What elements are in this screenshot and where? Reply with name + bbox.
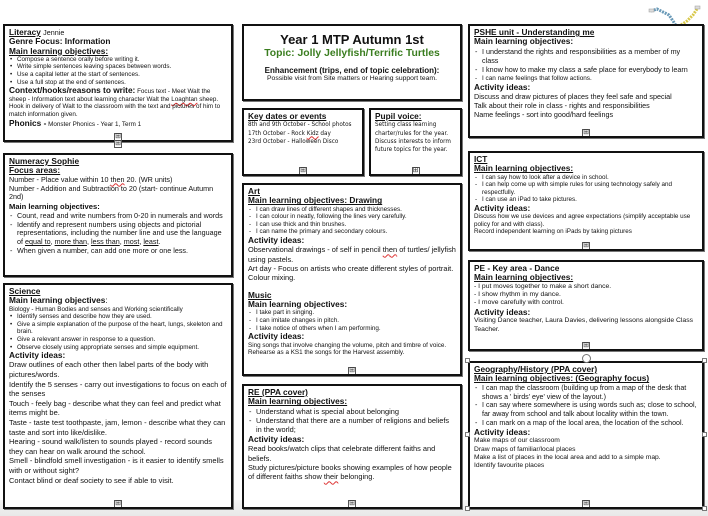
- re-objectives-list: [248, 407, 456, 435]
- activity-text: belonging.: [338, 472, 375, 482]
- event-item: 23rd October - Halloween Disco: [248, 138, 339, 145]
- science-title: Science: [9, 286, 41, 296]
- list-item: - I take notice of others when I am performing.: [248, 325, 456, 333]
- key-dates-panel[interactable]: [242, 108, 364, 176]
- list-item: - Understand that there are a number of religions and beliefs in the world;: [248, 416, 456, 435]
- list-item: - I can map the classroom (building up from a map of the desk that shows a ' birds' eye' view of the layout.): [474, 384, 698, 402]
- expand-icon[interactable]: ⊞: [349, 500, 355, 507]
- term: equal to: [25, 237, 51, 247]
- spelling-flag: then: [382, 245, 398, 255]
- activity-item: [248, 463, 456, 482]
- list-item: • Use a capital letter at the start of sentences.: [9, 71, 227, 79]
- term: less than: [90, 237, 120, 247]
- pe-title: PE - Key area - Dance: [474, 263, 560, 273]
- list-item: - I move carefully with control.: [474, 299, 564, 307]
- music-activity-label: Activity ideas:: [248, 331, 305, 342]
- context-text: sheep. Hook in delivery of Walt to the classroom with the text and pictures of him to match information given.: [9, 95, 221, 119]
- list-item: - I can mark on a map of the local area, the location of the school.: [474, 419, 698, 428]
- spelling-flag: then: [110, 174, 125, 184]
- voice-item: Discuss interests to inform future topics for the year.: [375, 138, 451, 153]
- science-topic: Biology - Human Bodies and senses and Working scientifically: [9, 305, 183, 313]
- geography-activities: [474, 437, 698, 470]
- list-item: - I can help come up with simple rules for using technology safely and respectfully.: [474, 181, 698, 196]
- re-objectives-label: Main learning objectives:: [248, 396, 348, 407]
- science-activities: [9, 360, 227, 485]
- list-item: - I know how to make my class a safe place for everybody to learn: [474, 65, 698, 74]
- art-title: Art: [248, 186, 260, 196]
- objectives-label: Main learning objectives: [9, 295, 106, 306]
- spelling-flag: their: [323, 472, 339, 482]
- geography-objectives-label: Main learning objectives: (Geography focus): [474, 373, 650, 384]
- resize-handle-mr[interactable]: [702, 432, 707, 437]
- literacy-panel[interactable]: [3, 24, 233, 142]
- pe-activity: Visiting Dance teacher, Laura Davies, delivering lessons alongside Class Teacher.: [474, 317, 694, 333]
- expand-icon[interactable]: ⊞: [583, 342, 589, 349]
- resize-handle-bl[interactable]: [465, 506, 470, 511]
- re-title: RE (PPA cover): [248, 387, 308, 397]
- pshe-activities: [474, 92, 698, 119]
- activity-item: Hearing - sound walk/listen to sounds played - record sounds they can hear on walk around the school.: [9, 437, 213, 456]
- list-item: - I can name feelings that follow actions.: [474, 74, 698, 83]
- science-objectives-heading: Main learning objectives:: [9, 295, 108, 306]
- list-item: - Identify and represent numbers using objects and pictorial representations, including the number line and use the language of equal to, more than, less than, most, least.: [9, 221, 227, 248]
- event-text: 17th October - Rock: [248, 130, 307, 137]
- re-activities: [248, 444, 456, 482]
- literacy-objectives-label: Main learning objectives:: [9, 45, 109, 56]
- focus-text: Number - Place value within 10: [9, 174, 111, 184]
- literacy-genre: Genre Focus: Information: [9, 36, 111, 47]
- activity-item: Draw maps of familiar/local places: [474, 445, 576, 453]
- literacy-teacher: Jennie: [43, 28, 65, 37]
- science-panel[interactable]: [3, 283, 233, 509]
- geography-activity-label: Activity ideas:: [474, 427, 531, 438]
- activity-item: Taste - taste test toothpaste, jam, lemon - describe what they can taste and sort into like/dislike.: [9, 418, 226, 437]
- voice-item: Setting class learning charter/rules for the year.: [375, 122, 449, 137]
- list-item: - I take part in singing.: [248, 309, 456, 317]
- activity-item: [248, 245, 456, 264]
- pshe-activity-label: Activity ideas:: [474, 81, 531, 92]
- music-objectives-label: Main learning objectives:: [248, 299, 348, 310]
- term: more than: [54, 237, 87, 247]
- resize-handle-br[interactable]: [702, 506, 707, 511]
- spelling-flag: Loaghtan: [171, 95, 198, 103]
- activity-item: Identify favourite places: [474, 462, 545, 470]
- expand-icon[interactable]: ⊞: [583, 500, 589, 507]
- music-title: Music: [248, 289, 272, 300]
- expand-icon[interactable]: ⊞: [583, 129, 589, 136]
- list-item: • Write simple sentences leaving spaces between words.: [9, 63, 227, 71]
- pe-objectives-list: [474, 283, 698, 308]
- list-item: - Count, read and write numbers from 0-20 in numerals and words: [9, 212, 227, 221]
- numeracy-objectives-list: [9, 212, 227, 257]
- topic-title: Topic: Jolly Jellyfish/Terrific Turtles: [264, 48, 440, 59]
- expand-icon[interactable]: ⊞: [115, 133, 121, 140]
- re-activity-label: Activity ideas:: [248, 433, 305, 444]
- event-item: 8th and 9th October - School photos: [248, 122, 352, 129]
- expand-icon[interactable]: ⊞: [300, 167, 306, 174]
- art-activity-label: Activity ideas:: [248, 234, 305, 245]
- ict-objectives-list: [474, 174, 698, 204]
- pshe-objectives-list: [474, 47, 698, 83]
- activity-text: of turtles/ jellyfish using pastels.: [248, 245, 456, 264]
- ict-activities: [474, 213, 698, 236]
- activity-text: Study pictures/picture books showing examples of how people of different faiths show: [248, 462, 452, 482]
- list-item: - I can colour in neatly, following the lines very carefully.: [248, 213, 456, 221]
- activity-item: Art day - Focus on artists who create different styles of portrait. Colour mixing.: [248, 264, 454, 283]
- activity-item: Make maps of our classroom: [474, 437, 560, 445]
- activity-item: Read books/watch clips that celebrate different faiths and beliefs.: [248, 444, 436, 463]
- list-item: - When given a number, can add one more or one less.: [9, 247, 227, 256]
- re-panel[interactable]: [242, 384, 462, 509]
- art-activities: [248, 245, 456, 283]
- ict-panel[interactable]: [468, 151, 704, 251]
- list-item: - Understand what is special about belonging: [248, 407, 456, 416]
- expand-icon[interactable]: ⊞: [349, 367, 355, 374]
- ict-title: ICT: [474, 154, 488, 164]
- activity-item: Identify the 5 senses - carry out investigations to focus on each of the senses: [9, 379, 227, 399]
- activity-item: Discuss and draw pictures of places they feel safe and special: [474, 91, 672, 101]
- term: least: [143, 237, 159, 247]
- pupil-voice-panel[interactable]: [369, 108, 462, 176]
- enhancement-label: Enhancement (trips, end of topic celebration):: [264, 66, 440, 75]
- literacy-context: [9, 86, 227, 118]
- expand-icon[interactable]: ⊞: [583, 242, 589, 249]
- pupil-voice-title: Pupil voice:: [375, 111, 422, 121]
- list-item: - I can name the primary and secondary colours.: [248, 228, 456, 236]
- list-item: • Compose a sentence orally before writing it.: [9, 56, 227, 64]
- literacy-phonics: [9, 119, 227, 129]
- pshe-title: PSHE unit - Understanding me: [474, 27, 595, 37]
- list-item: • Identify senses and describe how they are used.: [9, 313, 227, 321]
- resize-handle-tr[interactable]: [702, 358, 707, 363]
- list-item: • Give a relevant answer in response to a question.: [9, 336, 227, 344]
- objective-text: Identify and represent numbers using objects and pictorial representations, including the number line and use the language of: [17, 219, 222, 247]
- rotate-handle[interactable]: [582, 354, 591, 363]
- key-dates-list: [248, 121, 358, 146]
- pe-activity-label: Activity ideas:: [474, 306, 531, 317]
- list-item: - I can imitate changes in pitch.: [248, 317, 456, 325]
- activity-item: Discuss how we use devices and agree expectations (simplify acceptable use policy for and with class).: [474, 213, 691, 228]
- focus-areas-label: Focus areas:: [9, 165, 61, 176]
- geography-objectives-list: [474, 384, 698, 429]
- list-item: - I can use thick and thin brushes.: [248, 221, 456, 229]
- list-item: - I can draw lines of different shapes and thicknesses.: [248, 206, 456, 214]
- list-item: - I understand the rights and responsibilities as a member of my class: [474, 47, 698, 65]
- pe-objectives-label: Main learning objectives:: [474, 272, 574, 283]
- focus-text: 20. (WR units): [124, 174, 173, 184]
- resize-handle-tl[interactable]: [465, 358, 470, 363]
- expand-icon[interactable]: ⊞: [412, 167, 419, 174]
- enhancement-text: Possible visit from Site matters or Hearing support team.: [267, 75, 437, 82]
- event-item: [248, 130, 358, 138]
- key-dates-title: Key dates or events: [248, 111, 327, 121]
- term: most: [123, 237, 140, 247]
- activity-item: Record independent learning on iPads by taking pictures: [474, 228, 632, 236]
- expand-icon[interactable]: ⊞: [115, 500, 121, 507]
- science-activity-label: Activity ideas:: [9, 350, 66, 361]
- ict-activity-label: Activity ideas:: [474, 202, 531, 213]
- list-item: - I can use an iPad to take pictures.: [474, 196, 698, 204]
- art-objectives-label: Main learning objectives: Drawing: [248, 195, 383, 206]
- focus-area-2: Number - Addition and Subtraction to 20 (start- continue Autumn 2nd): [9, 183, 214, 202]
- spelling-flag: Kidz: [306, 130, 319, 137]
- list-item: • Observe closely using appropriate senses and simple equipment.: [9, 344, 227, 352]
- numeracy-panel[interactable]: [3, 153, 233, 277]
- activity-item: Name feelings - sort into good/hard feelings: [474, 109, 614, 119]
- geography-title: Geography/History (PPA cover): [474, 364, 598, 374]
- literacy-objectives-list: [9, 56, 227, 86]
- list-item: - I can say where somewhere is using words such as; close to school, far away from school and talk about locality within the town.: [474, 401, 698, 419]
- science-objectives-list: [9, 313, 227, 351]
- list-item: - I can say how to look after a device in school.: [474, 174, 698, 182]
- expand-icon[interactable]: ⊞: [115, 140, 121, 147]
- activity-item: Draw outlines of each other then label parts of the body with pictures/words.: [9, 360, 209, 380]
- art-music-panel[interactable]: [242, 183, 462, 376]
- activity-item: Talk about their role in class - rights and responsibilities: [474, 100, 650, 110]
- resize-handle-ml[interactable]: [465, 432, 470, 437]
- list-item: • Give a simple explanation of the purpose of the heart, lungs, skeleton and brain.: [9, 321, 227, 336]
- context-label: Context/hooks/reasons to write:: [9, 85, 136, 96]
- title-panel[interactable]: [242, 24, 462, 101]
- activity-text: Observational drawings - of self in pencil: [248, 245, 383, 255]
- activity-item: Smell - blindfold smell investigation - is it easier to identify smells with or without sight?: [9, 456, 224, 475]
- pupil-voice-list: [375, 121, 456, 154]
- page-title: Year 1 MTP Autumn 1st: [280, 32, 424, 47]
- activity-item: Make a list of places in the local area and add to a simple map.: [474, 453, 661, 461]
- music-objectives-list: [248, 309, 456, 332]
- literacy-title: Literacy: [9, 27, 41, 37]
- music-activity: Sing songs that involve changing the volume, pitch and timbre of voice. Rehearse as a KS1 the songs for the Harvest assembly.: [248, 341, 447, 357]
- pe-panel[interactable]: [468, 260, 704, 351]
- pshe-objectives-label: Main learning objectives:: [474, 36, 574, 47]
- pshe-panel[interactable]: [468, 24, 704, 138]
- event-text: day: [318, 130, 331, 137]
- art-objectives-list: [248, 206, 456, 236]
- geography-panel[interactable]: [468, 361, 704, 509]
- context-text: Focus text - Meet Walt the sheep - Information text about learning character Walt the: [9, 88, 211, 103]
- phonics-label: Phonics -: [9, 117, 47, 128]
- numeracy-title: Numeracy Sophie: [9, 156, 80, 166]
- ict-objectives-label: Main learning objectives:: [474, 163, 574, 174]
- numeracy-objectives-label: Main learning objectives:: [9, 202, 100, 212]
- list-item: - I show rhythm in my dance.: [474, 291, 561, 298]
- list-item: • Use a full stop at the end of sentences.: [9, 79, 227, 87]
- activity-item: Touch - feely bag - describe what they can feel and predict what items might be.: [9, 398, 221, 418]
- phonics-text: Monster Phonics - Year 1, Term 1: [46, 120, 142, 128]
- list-item: - I put moves together to make a short dance.: [474, 282, 612, 290]
- activity-item: Contact blind or deaf society to see if able to visit.: [9, 475, 174, 485]
